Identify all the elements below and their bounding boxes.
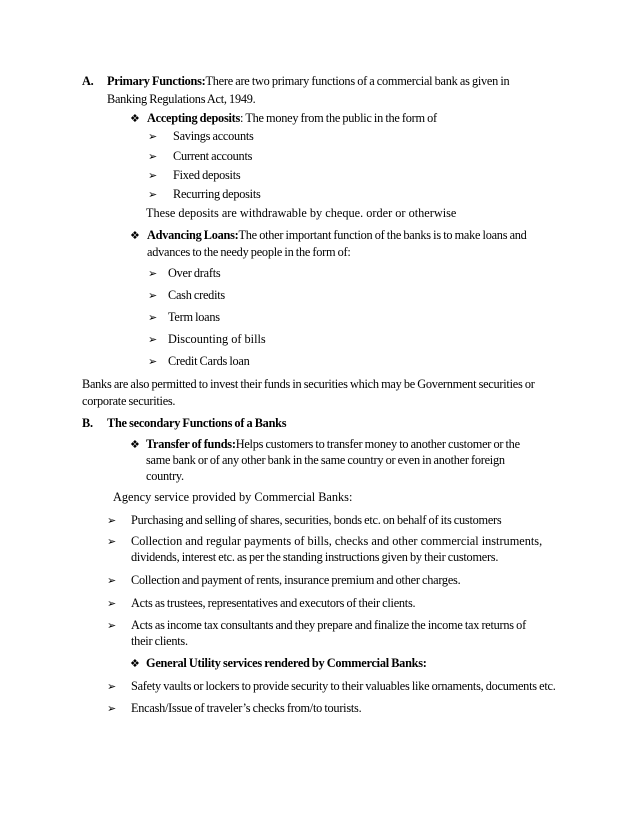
deposit-item: Savings accounts (173, 129, 254, 143)
arrow-bullet-icon: ➢ (148, 169, 158, 182)
section-a-closing-2: corporate securities. (82, 394, 176, 408)
arrow-bullet-icon: ➢ (107, 619, 117, 632)
diamond-bullet-icon: ❖ (130, 438, 140, 451)
agency-item: Purchasing and selling of shares, securities, bonds etc. on behalf of its customers (131, 513, 502, 527)
arrow-bullet-icon: ➢ (148, 267, 158, 280)
arrow-bullet-icon: ➢ (148, 311, 158, 324)
transfer-line-2: same bank or of any other bank in the same country or even in another foreign (146, 453, 505, 467)
arrow-bullet-icon: ➢ (148, 188, 158, 201)
section-a-intro-line-1 (107, 74, 509, 89)
agency-item-continuation: dividends, interest etc. as per the standing instructions given by their customers. (131, 550, 499, 564)
loan-item: Over drafts (168, 266, 221, 280)
transfer-line-1 (146, 437, 520, 452)
deposit-item: Current accounts (173, 149, 253, 163)
deposit-item: Fixed deposits (173, 168, 241, 182)
transfer-text-1: Helps customers to transfer money to another customer or the (235, 437, 520, 451)
section-a-heading: Primary Functions: (107, 74, 206, 88)
diamond-bullet-icon: ❖ (130, 657, 140, 670)
arrow-bullet-icon: ➢ (148, 333, 158, 346)
section-a-intro-line-2: Banking Regulations Act, 1949. (107, 92, 256, 106)
arrow-bullet-icon: ➢ (107, 680, 117, 693)
loans-line-2: advances to the needy people in the form of: (147, 245, 351, 259)
transfer-heading: Transfer of funds: (146, 437, 236, 451)
loans-text-1: The other important function of the banks is to make loans and (238, 228, 527, 242)
agency-item: Acts as trustees, representatives and executors of their clients. (131, 596, 416, 610)
loan-item: Discounting of bills (168, 332, 266, 346)
deposit-item: Recurring deposits (173, 187, 261, 201)
diamond-bullet-icon: ❖ (130, 112, 140, 125)
arrow-bullet-icon: ➢ (107, 702, 117, 715)
section-b-heading: The secondary Functions of a Banks (107, 416, 287, 430)
section-a-closing-1: Banks are also permitted to invest their funds in securities which may be Government securities or (82, 377, 535, 391)
deposits-line (147, 111, 437, 126)
agency-item: Collection and regular payments of bills, checks and other commercial instruments, (131, 534, 543, 548)
loan-item: Credit Cards loan (168, 354, 250, 368)
loans-line-1 (147, 228, 527, 243)
section-a-intro-text: There are two primary functions of a commercial bank as given in (205, 74, 510, 88)
utility-heading: General Utility services rendered by Commercial Banks: (146, 656, 427, 670)
arrow-bullet-icon: ➢ (148, 289, 158, 302)
diamond-bullet-icon: ❖ (130, 229, 140, 242)
deposits-text: : The money from the public in the form of (240, 111, 437, 125)
agency-heading: Agency service provided by Commercial Banks: (113, 490, 353, 504)
deposits-note: These deposits are withdrawable by cheque. order or otherwise (146, 206, 457, 220)
utility-item: Encash/Issue of traveler’s checks from/to tourists. (131, 701, 362, 715)
loan-item: Term loans (168, 310, 220, 324)
arrow-bullet-icon: ➢ (107, 535, 117, 548)
agency-item: Collection and payment of rents, insurance premium and other charges. (131, 573, 461, 587)
arrow-bullet-icon: ➢ (148, 150, 158, 163)
arrow-bullet-icon: ➢ (148, 130, 158, 143)
arrow-bullet-icon: ➢ (107, 574, 117, 587)
utility-item: Safety vaults or lockers to provide security to their valuables like ornaments, documents etc. (131, 679, 556, 693)
section-a-marker: A. (82, 74, 94, 88)
transfer-line-3: country. (146, 469, 184, 483)
agency-item-continuation: their clients. (131, 634, 188, 648)
section-b-marker: B. (82, 416, 93, 430)
deposits-heading: Accepting deposits (147, 111, 241, 125)
arrow-bullet-icon: ➢ (107, 597, 117, 610)
agency-item: Acts as income tax consultants and they prepare and finalize the income tax returns of (131, 618, 526, 632)
arrow-bullet-icon: ➢ (148, 355, 158, 368)
loans-heading: Advancing Loans: (147, 228, 239, 242)
loan-item: Cash credits (168, 288, 225, 302)
arrow-bullet-icon: ➢ (107, 514, 117, 527)
